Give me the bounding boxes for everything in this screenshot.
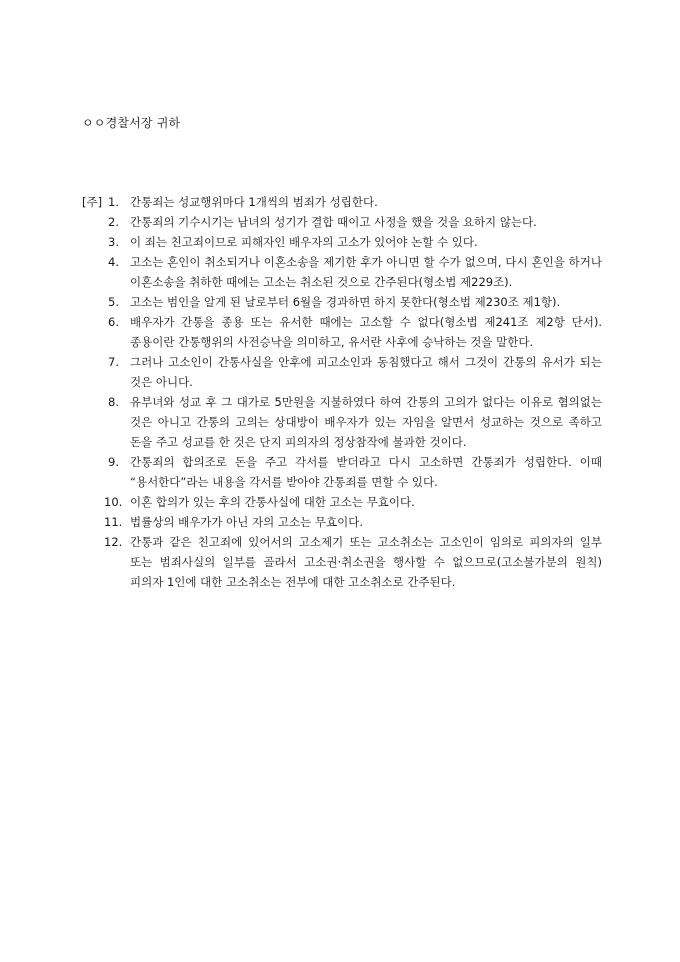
note-text: 법률상의 배우가가 아닌 자의 고소는 무효이다. xyxy=(130,515,364,529)
note-text: 간통죄의 기수시기는 남녀의 성기가 결합 때이고 사정을 했을 것을 요하지 않는다. xyxy=(130,215,537,229)
note-text: 간통죄의 합의조로 돈을 주고 각서를 받더라고 다시 고소하면 간통죄가 성립한다. 이때 “용서한다”라는 내용을 각서를 받아야 간통죄를 면할 수 있다. xyxy=(130,455,602,489)
notes-list xyxy=(82,192,602,592)
note-number: 8. xyxy=(108,395,119,409)
note-item xyxy=(82,492,602,512)
note-item xyxy=(82,392,602,452)
note-item xyxy=(82,192,602,212)
note-number: 4. xyxy=(108,255,119,269)
note-number: 11. xyxy=(104,515,123,529)
note-text: 간통죄는 성교행위마다 1개씩의 범죄가 성립한다. xyxy=(130,195,378,209)
note-number: 7. xyxy=(108,355,119,369)
notes-prefix: [주] xyxy=(82,195,103,209)
note-item xyxy=(82,252,602,292)
note-item xyxy=(82,452,602,492)
note-number: 10. xyxy=(104,495,123,509)
note-text: 이 죄는 친고죄이므로 피해자인 배우자의 고소가 있어야 논할 수 있다. xyxy=(130,235,478,249)
note-item xyxy=(82,532,602,592)
addressee-line: ㅇㅇ경찰서장 귀하 xyxy=(82,116,181,130)
note-text: 이혼 합의가 있는 후의 간통사실에 대한 고소는 무효이다. xyxy=(130,495,415,509)
note-item xyxy=(82,512,602,532)
note-item xyxy=(82,312,602,352)
note-text: 그러나 고소인이 간통사실을 안후에 피고소인과 동침했다고 해서 그것이 간통의 유서가 되는 것은 아니다. xyxy=(130,355,602,389)
note-text: 고소는 혼인이 취소되거나 이혼소송을 제기한 후가 아니면 할 수가 없으며, 다시 혼인을 하거나 이혼소송을 취하한 때에는 고소는 취소된 것으로 간주된다(형소법 제229조). xyxy=(130,255,602,289)
note-number: 6. xyxy=(108,315,119,329)
note-item xyxy=(82,232,602,252)
note-text: 유부녀와 성교 후 그 대가로 5만원을 지불하였다 하여 간통의 고의가 없다는 이유로 혐의없는 것은 아니고 간통의 고의는 상대방이 배우자가 있는 자임을 알면서 성교하는 것으로 족하고 돈을 주고 성교를 한 것은 단지 피의자의 정상참작에 불과한 것이다. xyxy=(130,395,602,449)
note-text: 고소는 범인을 알게 된 날로부터 6월을 경과하면 하지 못한다(형소법 제230조 제1항). xyxy=(130,295,561,309)
note-number: 1. xyxy=(108,195,119,209)
note-number: 5. xyxy=(108,295,119,309)
note-text: 간통과 같은 친고죄에 있어서의 고소제기 또는 고소취소는 고소인이 임의로 피의자의 일부 또는 범죄사실의 일부를 골라서 고소권·취소권을 행사할 수 없으므로(고소불가분의 원칙) 피의자 1인에 대한 고소취소는 전부에 대한 고소취소로 간주된다. xyxy=(130,535,602,589)
note-number: 3. xyxy=(108,235,119,249)
note-item xyxy=(82,212,602,232)
note-number: 12. xyxy=(104,535,123,549)
note-number: 2. xyxy=(108,215,119,229)
note-item xyxy=(82,352,602,392)
note-number: 9. xyxy=(108,455,119,469)
note-text: 배우자가 간통을 종용 또는 유서한 때에는 고소할 수 없다(형소법 제241조 제2항 단서). 종용이란 간통행위의 사전승낙을 의미하고, 유서란 사후에 승낙하는 것을 말한다. xyxy=(130,315,602,349)
note-item xyxy=(82,292,602,312)
